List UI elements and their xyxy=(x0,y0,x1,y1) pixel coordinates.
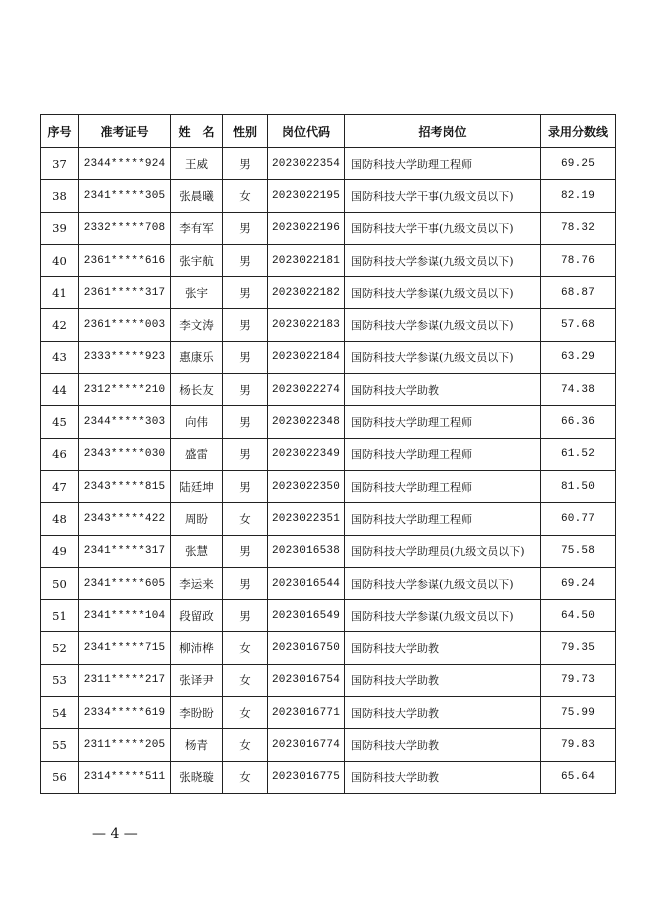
cell-post: 国防科技大学干事(九级文员以下) xyxy=(345,180,541,212)
page-number: — 4 — xyxy=(92,826,138,842)
cell-name: 陆廷坤 xyxy=(171,470,223,502)
cell-score: 69.25 xyxy=(541,148,616,180)
header-post: 招考岗位 xyxy=(345,115,541,148)
cell-exam-id: 2344*****303 xyxy=(79,406,171,438)
cell-post-code: 2023022196 xyxy=(268,212,345,244)
cell-post: 国防科技大学助理工程师 xyxy=(345,470,541,502)
cell-post-code: 2023016538 xyxy=(268,535,345,567)
cell-index: 55 xyxy=(41,729,79,761)
cell-post-code: 2023022350 xyxy=(268,470,345,502)
cell-name: 王威 xyxy=(171,148,223,180)
cell-name: 周盼 xyxy=(171,503,223,535)
table-row xyxy=(41,277,616,309)
cell-index: 51 xyxy=(41,600,79,632)
cell-post: 国防科技大学助理工程师 xyxy=(345,406,541,438)
cell-exam-id: 2341*****305 xyxy=(79,180,171,212)
cell-gender: 男 xyxy=(223,406,268,438)
cell-exam-id: 2332*****708 xyxy=(79,212,171,244)
cell-exam-id: 2311*****217 xyxy=(79,664,171,696)
cell-gender: 女 xyxy=(223,664,268,696)
cell-gender: 男 xyxy=(223,567,268,599)
cell-name: 柳沛桦 xyxy=(171,632,223,664)
cell-post: 国防科技大学助教 xyxy=(345,697,541,729)
cell-name: 张宇航 xyxy=(171,244,223,276)
header-index: 序号 xyxy=(41,115,79,148)
cell-score: 60.77 xyxy=(541,503,616,535)
cell-index: 54 xyxy=(41,697,79,729)
cell-exam-id: 2341*****104 xyxy=(79,600,171,632)
table-row xyxy=(41,503,616,535)
header-name: 姓 名 xyxy=(171,115,223,148)
cell-gender: 男 xyxy=(223,341,268,373)
cell-exam-id: 2311*****205 xyxy=(79,729,171,761)
cell-index: 56 xyxy=(41,761,79,793)
cell-index: 38 xyxy=(41,180,79,212)
cell-post-code: 2023022181 xyxy=(268,244,345,276)
cell-name: 李盼盼 xyxy=(171,697,223,729)
cell-name: 惠康乐 xyxy=(171,341,223,373)
table-row xyxy=(41,244,616,276)
cell-exam-id: 2343*****422 xyxy=(79,503,171,535)
table-row xyxy=(41,664,616,696)
cell-score: 79.83 xyxy=(541,729,616,761)
cell-post-code: 2023022348 xyxy=(268,406,345,438)
cell-post-code: 2023022354 xyxy=(268,148,345,180)
cell-score: 82.19 xyxy=(541,180,616,212)
cell-exam-id: 2343*****030 xyxy=(79,438,171,470)
table-header-row xyxy=(41,115,616,148)
table-row xyxy=(41,438,616,470)
cell-name: 盛雷 xyxy=(171,438,223,470)
cell-index: 45 xyxy=(41,406,79,438)
cell-exam-id: 2341*****317 xyxy=(79,535,171,567)
cell-post: 国防科技大学助理工程师 xyxy=(345,503,541,535)
cell-score: 64.50 xyxy=(541,600,616,632)
cell-post: 国防科技大学干事(九级文员以下) xyxy=(345,212,541,244)
cell-score: 68.87 xyxy=(541,277,616,309)
cell-index: 37 xyxy=(41,148,79,180)
cell-name: 张宇 xyxy=(171,277,223,309)
header-gender: 性别 xyxy=(223,115,268,148)
cell-name: 张晨曦 xyxy=(171,180,223,212)
cell-score: 79.73 xyxy=(541,664,616,696)
cell-gender: 男 xyxy=(223,244,268,276)
cell-post-code: 2023022195 xyxy=(268,180,345,212)
cell-post-code: 2023016754 xyxy=(268,664,345,696)
cell-name: 杨长友 xyxy=(171,374,223,406)
cell-score: 81.50 xyxy=(541,470,616,502)
cell-gender: 女 xyxy=(223,697,268,729)
cell-post: 国防科技大学助教 xyxy=(345,729,541,761)
table-body xyxy=(41,148,616,794)
cell-post: 国防科技大学助理工程师 xyxy=(345,438,541,470)
cell-post: 国防科技大学参谋(九级文员以下) xyxy=(345,341,541,373)
cell-post: 国防科技大学参谋(九级文员以下) xyxy=(345,309,541,341)
cell-gender: 男 xyxy=(223,212,268,244)
table-row xyxy=(41,374,616,406)
cell-score: 57.68 xyxy=(541,309,616,341)
cell-post-code: 2023016544 xyxy=(268,567,345,599)
cell-index: 47 xyxy=(41,470,79,502)
cell-score: 75.99 xyxy=(541,697,616,729)
table-row xyxy=(41,729,616,761)
cell-name: 李有军 xyxy=(171,212,223,244)
table-row xyxy=(41,632,616,664)
table-row xyxy=(41,535,616,567)
cell-score: 79.35 xyxy=(541,632,616,664)
cell-exam-id: 2341*****605 xyxy=(79,567,171,599)
table-row xyxy=(41,309,616,341)
cell-gender: 男 xyxy=(223,438,268,470)
cell-index: 41 xyxy=(41,277,79,309)
cell-name: 李文涛 xyxy=(171,309,223,341)
cell-post-code: 2023016549 xyxy=(268,600,345,632)
cell-gender: 女 xyxy=(223,503,268,535)
admission-score-table xyxy=(40,114,616,794)
cell-exam-id: 2361*****003 xyxy=(79,309,171,341)
cell-index: 39 xyxy=(41,212,79,244)
cell-post-code: 2023022349 xyxy=(268,438,345,470)
cell-post: 国防科技大学助理工程师 xyxy=(345,148,541,180)
table-row xyxy=(41,567,616,599)
cell-gender: 男 xyxy=(223,148,268,180)
cell-gender: 女 xyxy=(223,180,268,212)
cell-index: 49 xyxy=(41,535,79,567)
cell-gender: 男 xyxy=(223,374,268,406)
cell-index: 46 xyxy=(41,438,79,470)
cell-score: 78.32 xyxy=(541,212,616,244)
cell-gender: 男 xyxy=(223,535,268,567)
cell-post: 国防科技大学参谋(九级文员以下) xyxy=(345,567,541,599)
table-row xyxy=(41,761,616,793)
cell-exam-id: 2341*****715 xyxy=(79,632,171,664)
cell-post-code: 2023022351 xyxy=(268,503,345,535)
cell-index: 52 xyxy=(41,632,79,664)
header-score: 录用分数线 xyxy=(541,115,616,148)
table-row xyxy=(41,600,616,632)
cell-name: 李运来 xyxy=(171,567,223,599)
cell-exam-id: 2361*****317 xyxy=(79,277,171,309)
table-row xyxy=(41,341,616,373)
cell-post: 国防科技大学助教 xyxy=(345,374,541,406)
cell-post: 国防科技大学助教 xyxy=(345,664,541,696)
table-row xyxy=(41,470,616,502)
cell-post-code: 2023016775 xyxy=(268,761,345,793)
cell-gender: 男 xyxy=(223,600,268,632)
cell-post-code: 2023022274 xyxy=(268,374,345,406)
cell-name: 段留政 xyxy=(171,600,223,632)
cell-gender: 男 xyxy=(223,277,268,309)
cell-exam-id: 2312*****210 xyxy=(79,374,171,406)
cell-score: 78.76 xyxy=(541,244,616,276)
table-row xyxy=(41,212,616,244)
table-row xyxy=(41,697,616,729)
cell-post-code: 2023016774 xyxy=(268,729,345,761)
table-row xyxy=(41,180,616,212)
cell-index: 53 xyxy=(41,664,79,696)
cell-post: 国防科技大学参谋(九级文员以下) xyxy=(345,600,541,632)
header-exam-id: 准考证号 xyxy=(79,115,171,148)
cell-post-code: 2023016750 xyxy=(268,632,345,664)
cell-index: 48 xyxy=(41,503,79,535)
table-row xyxy=(41,148,616,180)
cell-exam-id: 2314*****511 xyxy=(79,761,171,793)
cell-gender: 女 xyxy=(223,632,268,664)
cell-gender: 男 xyxy=(223,470,268,502)
cell-post-code: 2023022182 xyxy=(268,277,345,309)
cell-name: 向伟 xyxy=(171,406,223,438)
cell-post-code: 2023016771 xyxy=(268,697,345,729)
cell-index: 40 xyxy=(41,244,79,276)
cell-score: 63.29 xyxy=(541,341,616,373)
cell-gender: 女 xyxy=(223,761,268,793)
table-row xyxy=(41,406,616,438)
cell-score: 75.58 xyxy=(541,535,616,567)
cell-post: 国防科技大学助理员(九级文员以下) xyxy=(345,535,541,567)
cell-post: 国防科技大学助教 xyxy=(345,761,541,793)
cell-post: 国防科技大学参谋(九级文员以下) xyxy=(345,244,541,276)
cell-name: 张慧 xyxy=(171,535,223,567)
cell-exam-id: 2361*****616 xyxy=(79,244,171,276)
cell-exam-id: 2344*****924 xyxy=(79,148,171,180)
cell-post-code: 2023022184 xyxy=(268,341,345,373)
cell-gender: 女 xyxy=(223,729,268,761)
cell-post: 国防科技大学助教 xyxy=(345,632,541,664)
cell-score: 66.36 xyxy=(541,406,616,438)
cell-score: 65.64 xyxy=(541,761,616,793)
cell-post: 国防科技大学参谋(九级文员以下) xyxy=(345,277,541,309)
cell-exam-id: 2343*****815 xyxy=(79,470,171,502)
cell-exam-id: 2334*****619 xyxy=(79,697,171,729)
cell-exam-id: 2333*****923 xyxy=(79,341,171,373)
cell-name: 张晓璇 xyxy=(171,761,223,793)
cell-index: 50 xyxy=(41,567,79,599)
cell-index: 43 xyxy=(41,341,79,373)
cell-index: 42 xyxy=(41,309,79,341)
cell-post-code: 2023022183 xyxy=(268,309,345,341)
cell-name: 杨青 xyxy=(171,729,223,761)
cell-name: 张译尹 xyxy=(171,664,223,696)
cell-index: 44 xyxy=(41,374,79,406)
cell-score: 69.24 xyxy=(541,567,616,599)
cell-score: 61.52 xyxy=(541,438,616,470)
cell-gender: 男 xyxy=(223,309,268,341)
header-post-code: 岗位代码 xyxy=(268,115,345,148)
cell-score: 74.38 xyxy=(541,374,616,406)
